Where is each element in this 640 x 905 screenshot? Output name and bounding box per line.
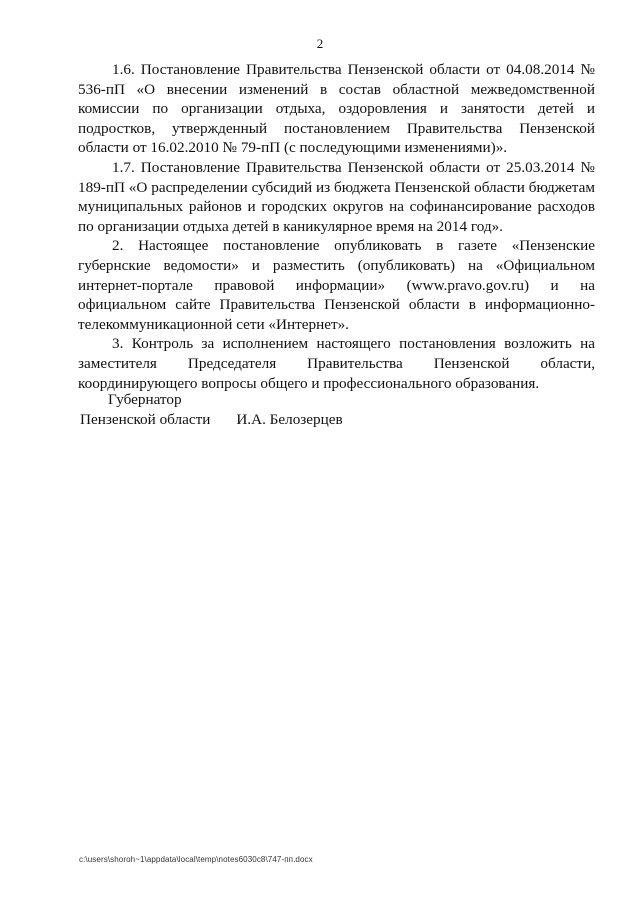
footer-file-path: c:\users\shoroh~1\appdata\local\temp\notes6030c8\747-пп.docx [79,855,313,864]
signature-title-line2: Пензенской области [80,411,211,428]
paragraph-2: 2. Настоящее постановление опубликовать в газете «Пензенские губернские ведомости» и разместить (опубликовать) на «Официальном интернет-портале правовой информации» (www.pravo.gov.ru) и на официальном сайте Правительства Пензенской области в информационно-телекоммуникационной сети «Интернет». [78,237,595,333]
signature-title-line1: Губернатор [108,391,182,408]
paragraph-3: 3. Контроль за исполнением настоящего постановления возложить на заместителя Председателя Правительства Пензенской области, координирующего вопросы общего и профессионального образования. [78,335,595,392]
signatory-name: И.А. Белозерцев [236,411,343,428]
document-body [78,60,595,393]
signature-block [80,390,343,430]
page-number: 2 [316,36,324,51]
signature-line2 [80,410,343,430]
paragraph-1-6: 1.6. Постановление Правительства Пензенской области от 04.08.2014 № 536-пП «О внесении изменений в состав областной межведомственной комиссии по организации отдыха, оздоровления и занятости детей и подростков, утвержденный постановлением Правительства Пензенской области от 16.02.2010 № 79-пП (с последующими изменениями)». [78,61,595,157]
paragraph-1-7: 1.7. Постановление Правительства Пензенской области от 25.03.2014 № 189-пП «О распределении субсидий из бюджета Пензенской области бюджетам муниципальных районов и городских округов на софинансирование расходов по организации отдыха детей в каникулярное время на 2014 год». [78,158,595,235]
